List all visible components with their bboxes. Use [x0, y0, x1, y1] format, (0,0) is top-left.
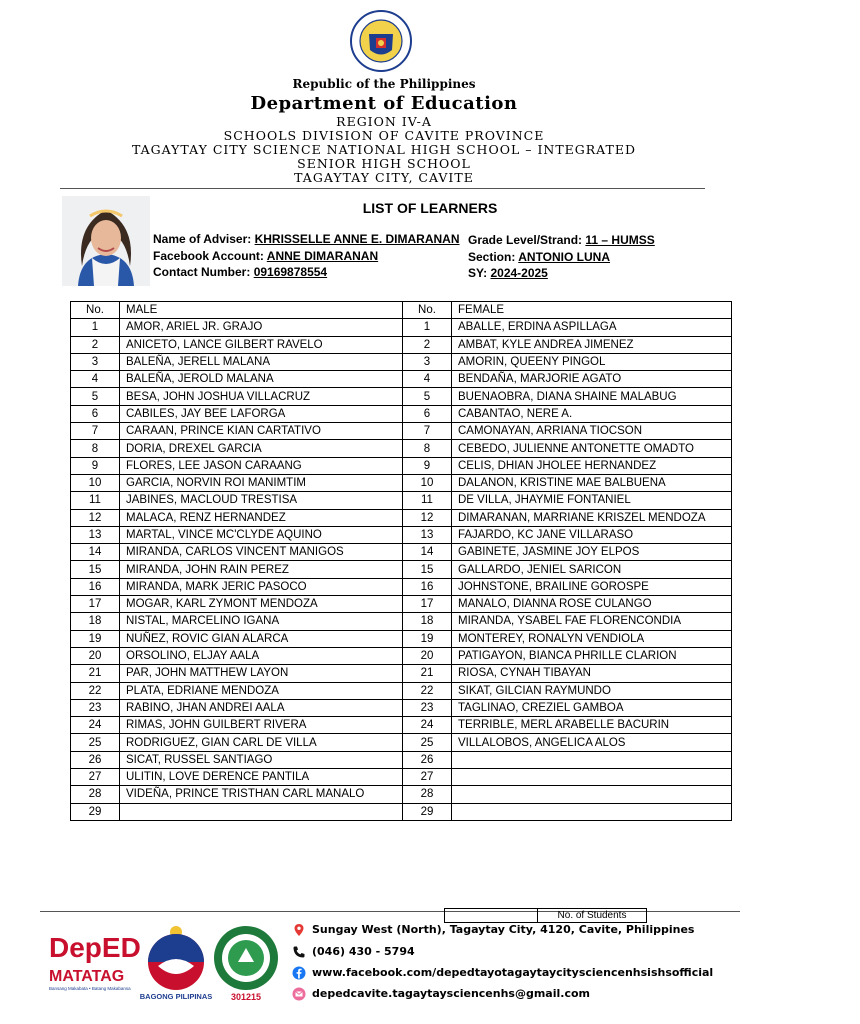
- female-no-cell: 28: [403, 786, 452, 803]
- male-name-cell: RODRIGUEZ, GIAN CARL DE VILLA: [120, 734, 403, 751]
- male-name-cell: VIDEÑA, PRINCE TRISTHAN CARL MANALO: [120, 786, 403, 803]
- grade-row: [468, 232, 655, 249]
- phone-line: [292, 945, 415, 959]
- level-line: SENIOR HIGH SCHOOL: [297, 156, 471, 171]
- facebook-line: [292, 966, 713, 980]
- matatag-tagline: Bansang Makabata • Batang Makabansa: [49, 986, 131, 991]
- school-seal-logo: [212, 924, 280, 1002]
- male-no-cell: 15: [71, 561, 120, 578]
- female-no-cell: 18: [403, 613, 452, 630]
- male-no-cell: 23: [71, 699, 120, 716]
- female-no-cell: 14: [403, 544, 452, 561]
- deped-seal-logo: [346, 10, 416, 72]
- contact-row: [153, 264, 460, 281]
- male-no-cell: 13: [71, 526, 120, 543]
- female-no-cell: 23: [403, 699, 452, 716]
- female-no-cell: 10: [403, 474, 452, 491]
- female-no-cell: 16: [403, 578, 452, 595]
- female-header: FEMALE: [452, 302, 732, 319]
- male-name-cell: BALEÑA, JERELL MALANA: [120, 353, 403, 370]
- student-count-box: [444, 908, 647, 923]
- bagong-pilipinas-text: BAGONG PILIPINAS: [139, 992, 213, 1001]
- male-no-cell: 27: [71, 769, 120, 786]
- male-no-cell: 16: [71, 578, 120, 595]
- male-name-cell: SICAT, RUSSEL SANTIAGO: [120, 751, 403, 768]
- female-no-cell: 20: [403, 647, 452, 664]
- female-name-cell: DE VILLA, JHAYMIE FONTANIEL: [452, 492, 732, 509]
- grade-label: Grade Level/Strand:: [468, 233, 583, 247]
- learners-table-body: [71, 319, 732, 821]
- male-name-cell: [120, 803, 403, 820]
- female-no-cell: 24: [403, 717, 452, 734]
- female-name-cell: [452, 751, 732, 768]
- female-name-cell: AMORIN, QUEENY PINGOL: [452, 353, 732, 370]
- list-title: LIST OF LEARNERS: [362, 200, 498, 216]
- male-name-cell: CARAAN, PRINCE KIAN CARTATIVO: [120, 423, 403, 440]
- male-name-cell: MIRANDA, CARLOS VINCENT MANIGOS: [120, 544, 403, 561]
- address-text: Sungay West (North), Tagaytay City, 4120, Cavite, Philippines: [312, 923, 695, 936]
- table-row: [71, 613, 732, 630]
- male-name-cell: CABILES, JAY BEE LAFORGA: [120, 405, 403, 422]
- female-name-cell: MONTEREY, RONALYN VENDIOLA: [452, 630, 732, 647]
- grade-strand: 11 – HUMSS: [585, 233, 655, 247]
- email-link[interactable]: depedcavite.tagaytaysciencenhs@gmail.com: [312, 987, 590, 1000]
- female-no-cell: 15: [403, 561, 452, 578]
- table-row: [71, 423, 732, 440]
- school-line: TAGAYTAY CITY SCIENCE NATIONAL HIGH SCHOOL – INTEGRATED: [131, 142, 637, 157]
- table-row: [71, 596, 732, 613]
- female-no-cell: 12: [403, 509, 452, 526]
- table-row: [71, 734, 732, 751]
- female-no-cell: 17: [403, 596, 452, 613]
- adviser-name-row: [153, 231, 460, 248]
- table-row: [71, 492, 732, 509]
- table-row: [71, 526, 732, 543]
- female-name-cell: RIOSA, CYNAH TIBAYAN: [452, 665, 732, 682]
- table-row: [71, 630, 732, 647]
- table-row: [71, 440, 732, 457]
- student-count-label: No. of Students: [538, 909, 647, 923]
- table-row: [71, 786, 732, 803]
- female-name-cell: AMBAT, KYLE ANDREA JIMENEZ: [452, 336, 732, 353]
- male-no-cell: 12: [71, 509, 120, 526]
- email-icon: [292, 987, 306, 1001]
- table-row: [71, 388, 732, 405]
- female-name-cell: [452, 786, 732, 803]
- male-no-cell: 19: [71, 630, 120, 647]
- female-no-cell: 5: [403, 388, 452, 405]
- male-name-cell: ANICETO, LANCE GILBERT RAVELO: [120, 336, 403, 353]
- female-name-cell: MIRANDA, YSABEL FAE FLORENCONDIA: [452, 613, 732, 630]
- female-name-cell: GALLARDO, JENIEL SARICON: [452, 561, 732, 578]
- section-name: ANTONIO LUNA: [518, 249, 611, 264]
- female-name-cell: GABINETE, JASMINE JOY ELPOS: [452, 544, 732, 561]
- female-name-cell: BENDAÑA, MARJORIE AGATO: [452, 371, 732, 388]
- female-name-cell: DALANON, KRISTINE MAE BALBUENA: [452, 474, 732, 491]
- female-name-cell: PATIGAYON, BIANCA PHRILLE CLARION: [452, 647, 732, 664]
- male-name-cell: MIRANDA, MARK JERIC PASOCO: [120, 578, 403, 595]
- table-row: [71, 578, 732, 595]
- learners-table: [70, 301, 732, 821]
- male-name-cell: PLATA, EDRIANE MENDOZA: [120, 682, 403, 699]
- male-no-cell: 17: [71, 596, 120, 613]
- female-no-cell: 3: [403, 353, 452, 370]
- division-line: SCHOOLS DIVISION OF CAVITE PROVINCE: [223, 128, 545, 143]
- male-no-cell: 2: [71, 336, 120, 353]
- male-no-cell: 8: [71, 440, 120, 457]
- department-title: Department of Education: [250, 93, 518, 114]
- contact-number: 09169878554: [253, 265, 328, 279]
- male-name-cell: MALACA, RENZ HERNANDEZ: [120, 509, 403, 526]
- female-no-header: No.: [403, 302, 452, 319]
- address-line: [292, 923, 694, 937]
- adviser-info: [153, 231, 460, 281]
- table-row: [71, 405, 732, 422]
- female-no-cell: 4: [403, 371, 452, 388]
- female-name-cell: TAGLINAO, CREZIEL GAMBOA: [452, 699, 732, 716]
- male-name-cell: MOGAR, KARL ZYMONT MENDOZA: [120, 596, 403, 613]
- adviser-name-label: Name of Adviser:: [153, 232, 252, 246]
- facebook-account: ANNE DIMARANAN: [266, 248, 379, 263]
- male-no-cell: 20: [71, 647, 120, 664]
- table-row: [71, 751, 732, 768]
- female-no-cell: 9: [403, 457, 452, 474]
- female-name-cell: MANALO, DIANNA ROSE CULANGO: [452, 596, 732, 613]
- sy-label: SY:: [468, 266, 488, 280]
- female-name-cell: CELIS, DHIAN JHOLEE HERNANDEZ: [452, 457, 732, 474]
- table-row: [71, 457, 732, 474]
- male-no-cell: 29: [71, 803, 120, 820]
- table-row: [71, 699, 732, 716]
- male-name-cell: DORIA, DREXEL GARCIA: [120, 440, 403, 457]
- female-name-cell: ABALLE, ERDINA ASPILLAGA: [452, 319, 732, 336]
- male-no-cell: 6: [71, 405, 120, 422]
- header-divider: [60, 188, 705, 189]
- male-name-cell: PAR, JOHN MATTHEW LAYON: [120, 665, 403, 682]
- male-name-cell: BALEÑA, JEROLD MALANA: [120, 371, 403, 388]
- male-no-cell: 9: [71, 457, 120, 474]
- female-name-cell: [452, 769, 732, 786]
- male-name-cell: ULITIN, LOVE DERENCE PANTILA: [120, 769, 403, 786]
- sy-row: [468, 265, 655, 282]
- table-header-row: [71, 302, 732, 319]
- male-name-cell: MIRANDA, JOHN RAIN PEREZ: [120, 561, 403, 578]
- table-row: [71, 544, 732, 561]
- male-no-cell: 11: [71, 492, 120, 509]
- republic-line: Republic of the Philippines: [292, 77, 476, 91]
- female-name-cell: VILLALOBOS, ANGELICA ALOS: [452, 734, 732, 751]
- male-no-cell: 14: [71, 544, 120, 561]
- female-no-cell: 21: [403, 665, 452, 682]
- student-count-value: [445, 909, 538, 923]
- female-name-cell: TERRIBLE, MERL ARABELLE BACURIN: [452, 717, 732, 734]
- location-pin-icon: [292, 923, 306, 937]
- facebook-row: [153, 248, 460, 265]
- female-no-cell: 2: [403, 336, 452, 353]
- region-line: REGION IV-A: [336, 114, 432, 129]
- female-no-cell: 19: [403, 630, 452, 647]
- male-no-cell: 18: [71, 613, 120, 630]
- female-name-cell: JOHNSTONE, BRAILINE GOROSPE: [452, 578, 732, 595]
- female-no-cell: 7: [403, 423, 452, 440]
- city-line: TAGAYTAY CITY, CAVITE: [294, 170, 474, 185]
- table-row: [71, 647, 732, 664]
- male-name-cell: NUÑEZ, ROVIC GIAN ALARCA: [120, 630, 403, 647]
- facebook-label: Facebook Account:: [153, 248, 264, 263]
- female-no-cell: 26: [403, 751, 452, 768]
- male-name-cell: FLORES, LEE JASON CARAANG: [120, 457, 403, 474]
- male-no-cell: 24: [71, 717, 120, 734]
- deped-matatag-logo: [48, 926, 141, 996]
- male-name-cell: BESA, JOHN JOSHUA VILLACRUZ: [120, 388, 403, 405]
- phone-text: (046) 430 - 5794: [312, 945, 415, 958]
- female-no-cell: 22: [403, 682, 452, 699]
- section-label: Section:: [468, 249, 516, 264]
- female-no-cell: 1: [403, 319, 452, 336]
- female-no-cell: 27: [403, 769, 452, 786]
- female-name-cell: CAMONAYAN, ARRIANA TIOCSON: [452, 423, 732, 440]
- male-no-cell: 21: [71, 665, 120, 682]
- adviser-name: KHRISSELLE ANNE E. DIMARANAN: [254, 232, 460, 246]
- table-row: [71, 682, 732, 699]
- male-no-cell: 22: [71, 682, 120, 699]
- male-no-cell: 25: [71, 734, 120, 751]
- table-row: [71, 665, 732, 682]
- male-name-cell: GARCIA, NORVIN ROI MANIMTIM: [120, 474, 403, 491]
- male-no-header: No.: [71, 302, 120, 319]
- female-name-cell: CABANTAO, NERE A.: [452, 405, 732, 422]
- male-header: MALE: [120, 302, 403, 319]
- table-row: [71, 803, 732, 820]
- facebook-icon: [292, 966, 306, 980]
- female-no-cell: 11: [403, 492, 452, 509]
- male-name-cell: RABINO, JHAN ANDREI AALA: [120, 699, 403, 716]
- female-no-cell: 8: [403, 440, 452, 457]
- school-year: 2024-2025: [490, 266, 548, 280]
- facebook-page-link[interactable]: www.facebook.com/depedtayotagaytaycitysciencenhsishsofficial: [312, 966, 714, 979]
- female-name-cell: SIKAT, GILCIAN RAYMUNDO: [452, 682, 732, 699]
- male-name-cell: NISTAL, MARCELINO IGANA: [120, 613, 403, 630]
- class-info: [468, 232, 655, 282]
- table-row: [71, 319, 732, 336]
- male-no-cell: 4: [71, 371, 120, 388]
- male-no-cell: 3: [71, 353, 120, 370]
- email-line: [292, 987, 590, 1001]
- male-name-cell: RIMAS, JOHN GUILBERT RIVERA: [120, 717, 403, 734]
- table-row: [71, 336, 732, 353]
- male-no-cell: 10: [71, 474, 120, 491]
- female-no-cell: 6: [403, 405, 452, 422]
- female-name-cell: DIMARANAN, MARRIANE KRISZEL MENDOZA: [452, 509, 732, 526]
- male-name-cell: JABINES, MACLOUD TRESTISA: [120, 492, 403, 509]
- male-no-cell: 1: [71, 319, 120, 336]
- male-no-cell: 26: [71, 751, 120, 768]
- table-row: [71, 509, 732, 526]
- female-name-cell: BUENAOBRA, DIANA SHAINE MALABUG: [452, 388, 732, 405]
- male-name-cell: AMOR, ARIEL JR. GRAJO: [120, 319, 403, 336]
- female-no-cell: 25: [403, 734, 452, 751]
- female-no-cell: 29: [403, 803, 452, 820]
- deped-wordmark: DepED: [49, 932, 141, 963]
- female-name-cell: FAJARDO, KC JANE VILLARASO: [452, 526, 732, 543]
- bagong-pilipinas-logo: [138, 922, 214, 1002]
- male-no-cell: 28: [71, 786, 120, 803]
- male-no-cell: 5: [71, 388, 120, 405]
- table-row: [71, 474, 732, 491]
- female-no-cell: 13: [403, 526, 452, 543]
- school-id: 301215: [230, 992, 262, 1002]
- table-row: [71, 717, 732, 734]
- table-row: [71, 769, 732, 786]
- male-name-cell: ORSOLINO, ELJAY AALA: [120, 647, 403, 664]
- table-row: [71, 353, 732, 370]
- female-name-cell: CEBEDO, JULIENNE ANTONETTE OMADTO: [452, 440, 732, 457]
- table-row: [71, 371, 732, 388]
- table-row: [71, 561, 732, 578]
- phone-icon: [292, 945, 306, 959]
- contact-label: Contact Number:: [153, 265, 251, 279]
- section-row: [468, 249, 655, 266]
- male-name-cell: MARTAL, VINCE MC'CLYDE AQUINO: [120, 526, 403, 543]
- male-no-cell: 7: [71, 423, 120, 440]
- matatag-wordmark: MATATAG: [49, 968, 125, 985]
- female-name-cell: [452, 803, 732, 820]
